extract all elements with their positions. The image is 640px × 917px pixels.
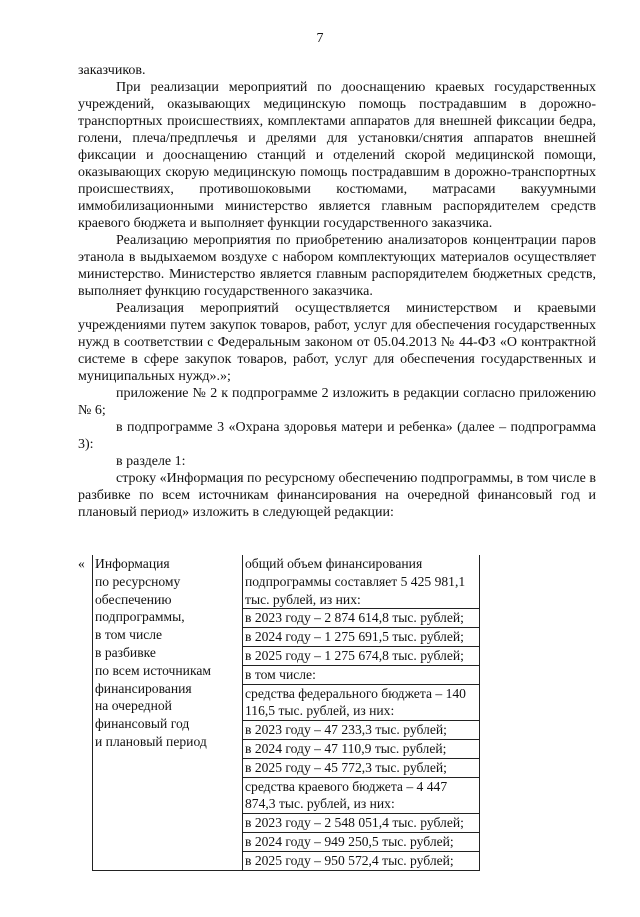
table-row: средства краевого бюджета – 4 447 874,3 тыс. рублей, из них:: [243, 778, 479, 815]
left-line: в том числе: [95, 627, 163, 643]
paragraph: заказчиков.: [78, 63, 146, 78]
left-line: финансирования: [95, 680, 192, 696]
page-number: 7: [316, 31, 324, 46]
resource-table: [78, 555, 596, 871]
table-row: в 2023 году – 47 233,3 тыс. рублей;: [243, 721, 479, 740]
paragraph: приложение № 2 к подпрограмме 2 изложить в редакции согласно приложению № 6;: [78, 386, 596, 418]
table-row: средства федерального бюджета – 140 116,5 тыс. рублей, из них:: [243, 685, 479, 722]
body-text: [78, 62, 596, 521]
table-row: в 2025 году – 950 572,4 тыс. рублей;: [243, 852, 479, 871]
paragraph: в подпрограмме 3 «Охрана здоровья матери и ребенка» (далее – подпрограмма 3):: [78, 420, 596, 452]
left-line: и плановый период: [95, 733, 207, 749]
table-right-cell: [243, 555, 480, 871]
left-line: финансовый год: [95, 716, 190, 732]
table-row: в 2024 году – 1 275 691,5 тыс. рублей;: [243, 628, 479, 647]
table-row: в 2023 году – 2 874 614,8 тыс. рублей;: [243, 609, 479, 628]
open-quote: «: [78, 556, 85, 571]
paragraph: Реализацию мероприятия по приобретению анализаторов концентрации паров этанола в выдыхаемом воздухе с набором комплектующих материалов осуществляет министерство. Министерство является главным распорядителем бюджетных средств, выполняет функцию государственного заказчика.: [78, 233, 596, 299]
table-row: в 2025 году – 1 275 674,8 тыс. рублей;: [243, 647, 479, 666]
left-line: обеспечению: [95, 591, 172, 607]
left-line: по всем источникам: [95, 662, 211, 678]
left-line: подпрограммы,: [95, 609, 185, 625]
paragraph: Реализация мероприятий осуществляется министерством и краевыми учреждениями путем закупок товаров, работ, услуг для обеспечения государственных нужд в соответствии с Федеральным законом от 05.04.2013 № 44-ФЗ «О контрактной системе в сфере закупок товаров, работ, услуг для обеспечения государственных и муниципальных нужд».»;: [78, 301, 596, 384]
paragraph: При реализации мероприятий по дооснащению краевых государственных учреждений, оказывающих медицинскую помощь пострадавшим в дорожно-транспортных происшествиях, комплектами аппаратов для внешней фиксации бедра, голени, плеча/предплечья и дрелями для установки/снятия аппаратов внешней фиксации и дооснащению станций и отделений скорой медицинской помощи, оказывающих скорую медицинскую помощь пострадавшим в дорожно-транспортных происшествиях, противошоковыми костюмами, матрасами вакуумными иммобилизационными министерство является главным распорядителем средств краевого бюджета и выполняет функции государственного заказчика.: [78, 80, 596, 231]
table-row: в 2024 году – 949 250,5 тыс. рублей;: [243, 833, 479, 852]
table-row: в 2025 году – 45 772,3 тыс. рублей;: [243, 759, 479, 778]
left-line: в разбивке: [95, 644, 156, 660]
paragraph: строку «Информация по ресурсному обеспечению подпрограммы, в том числе в разбивке по всем источникам финансирования на очередной финансовый год и плановый период» изложить в следующей редакции:: [78, 471, 596, 520]
table-row: в 2023 году – 2 548 051,4 тыс. рублей;: [243, 814, 479, 833]
table-row: в 2024 году – 47 110,9 тыс. рублей;: [243, 740, 479, 759]
left-line: на очередной: [95, 698, 172, 714]
left-line: по ресурсному: [95, 573, 181, 589]
paragraph: в разделе 1:: [116, 454, 186, 469]
table-row: в том числе:: [243, 666, 479, 685]
table-left-cell: [92, 555, 243, 871]
left-line: Информация: [95, 556, 170, 571]
table-row: общий объем финансирования подпрограммы составляет 5 425 981,1 тыс. рублей, из них:: [243, 555, 479, 609]
